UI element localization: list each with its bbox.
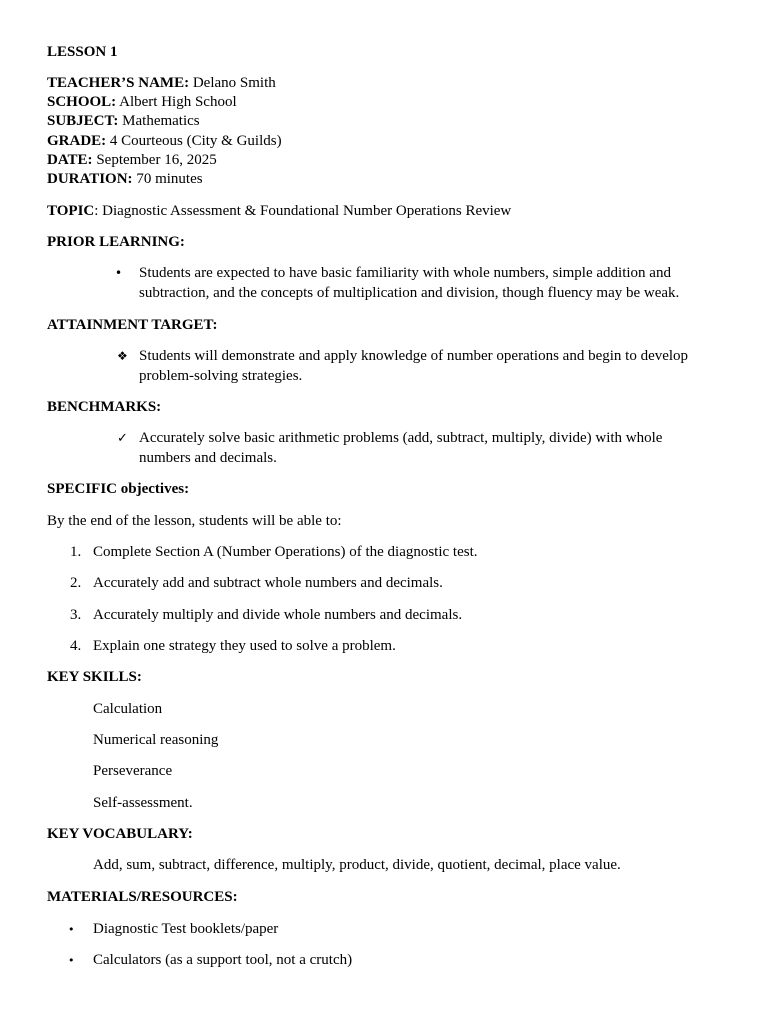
topic-label: TOPIC — [47, 203, 95, 219]
info-label: DATE: — [47, 152, 93, 168]
info-value: Albert High School — [119, 94, 237, 110]
info-value: Mathematics — [122, 113, 200, 129]
attainment-target-heading: ATTAINMENT TARGET: — [47, 317, 218, 333]
attainment-target-text: Students will demonstrate and apply knowledge of number operations and begin to develop problem-solving strategies. — [139, 348, 689, 384]
list-number: 1. — [70, 544, 82, 560]
info-subject — [47, 112, 200, 131]
material-item: Calculators (as a support tool, not a crutch) — [93, 952, 353, 968]
list-item: Accurately add and subtract whole numbers and decimals. — [93, 575, 443, 591]
materials-heading: MATERIALS/RESOURCES: — [47, 889, 238, 905]
info-value: September 16, 2025 — [96, 152, 217, 168]
key-skills-heading: KEY SKILLS: — [47, 669, 142, 685]
key-vocabulary-heading: KEY VOCABULARY: — [47, 826, 193, 842]
bullet-icon: • — [68, 954, 75, 967]
info-value: 70 minutes — [136, 171, 203, 187]
list-number: 2. — [70, 575, 82, 591]
info-label: DURATION: — [47, 171, 133, 187]
list-item: Explain one strategy they used to solve a problem. — [93, 638, 396, 654]
list-number: 4. — [70, 638, 82, 654]
diamond-bullet-icon: ❖ — [117, 349, 128, 363]
skill-item: Numerical reasoning — [93, 732, 219, 748]
prior-learning-heading: PRIOR LEARNING: — [47, 234, 185, 250]
list-number: 3. — [70, 607, 82, 623]
prior-learning-text: Students are expected to have basic familiarity with whole numbers, simple addition and subtraction, and the concepts of multiplication and division, though fluency may be weak. — [139, 265, 680, 301]
bullet-icon: • — [115, 266, 123, 280]
info-label: GRADE: — [47, 133, 107, 149]
objectives-intro: By the end of the lesson, students will be able to: — [47, 513, 342, 529]
info-label: TEACHER’S NAME: — [47, 75, 190, 91]
info-school — [47, 93, 237, 112]
skill-item: Perseverance — [93, 763, 173, 779]
info-label: SUBJECT: — [47, 113, 119, 129]
objectives-heading: SPECIFIC objectives: — [47, 481, 190, 497]
list-item: Accurately multiply and divide whole numbers and decimals. — [93, 607, 463, 623]
skill-item: Calculation — [93, 701, 163, 717]
info-teacher — [47, 74, 276, 93]
info-grade — [47, 132, 282, 151]
list-item: Complete Section A (Number Operations) of the diagnostic test. — [93, 544, 478, 560]
info-value: 4 Courteous (City & Guilds) — [109, 133, 282, 149]
info-value: Delano Smith — [192, 75, 276, 91]
info-duration — [47, 170, 203, 189]
material-item: Diagnostic Test booklets/paper — [93, 921, 279, 937]
benchmarks-text: Accurately solve basic arithmetic problems (add, subtract, multiply, divide) with whole numbers and decimals. — [139, 430, 663, 466]
benchmarks-heading: BENCHMARKS: — [47, 399, 162, 415]
skill-item: Self-assessment. — [93, 795, 193, 811]
bullet-icon: • — [68, 923, 75, 936]
vocabulary-text: Add, sum, subtract, difference, multiply, product, divide, quotient, decimal, place value. — [93, 857, 621, 873]
topic-line — [47, 202, 511, 221]
lesson-title: LESSON 1 — [47, 44, 118, 60]
info-label: SCHOOL: — [47, 94, 117, 110]
topic-value: : Diagnostic Assessment & Foundational Number Operations Review — [94, 203, 512, 219]
checkmark-icon: ✓ — [117, 431, 128, 446]
info-date — [47, 151, 217, 170]
